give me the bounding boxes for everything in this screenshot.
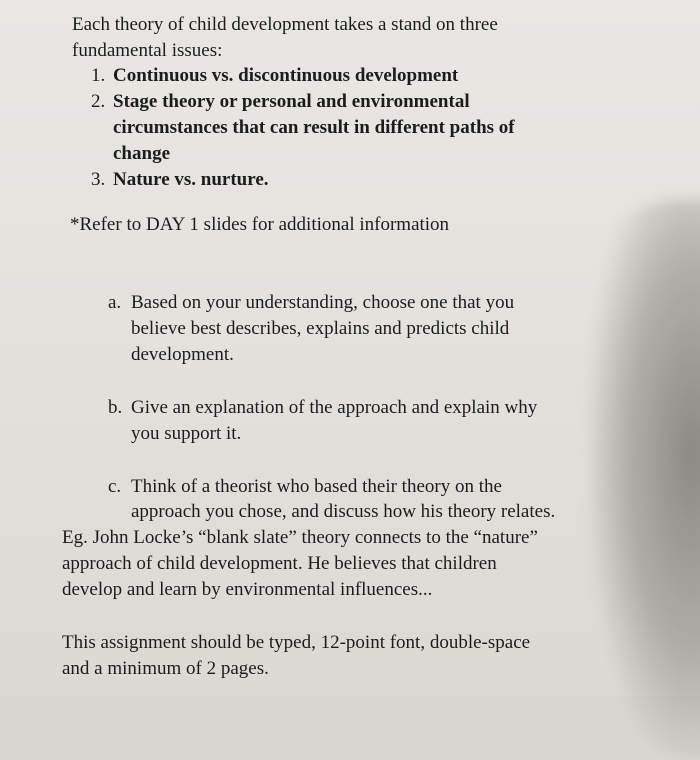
issue-2-line-1: Stage theory or personal and environmental xyxy=(113,91,470,112)
question-a-line-3: development. xyxy=(131,344,234,365)
question-c-line-2: approach you chose, and discuss how his theory relates. xyxy=(131,501,556,522)
question-b-letter: b. xyxy=(108,397,123,418)
issue-number-2: 2. xyxy=(91,91,106,112)
example-line-3: develop and learn by environmental influences... xyxy=(62,579,433,600)
issue-number-1: 1. xyxy=(91,65,106,86)
question-c-letter: c. xyxy=(108,476,122,497)
issue-1-line-1: Continuous vs. discontinuous development xyxy=(113,65,459,86)
question-b-line-2: you support it. xyxy=(131,423,242,444)
intro-line-1: Each theory of child development takes a stand on three xyxy=(72,14,498,35)
example-line-2: approach of child development. He believes that children xyxy=(62,553,497,574)
issue-2-line-3: change xyxy=(113,143,170,164)
issue-3-line-1: Nature vs. nurture. xyxy=(113,169,269,190)
question-c-line-1: Think of a theorist who based their theory on the xyxy=(131,476,502,497)
requirements-line-2: and a minimum of 2 pages. xyxy=(62,658,269,679)
issue-number-3: 3. xyxy=(91,169,106,190)
slides-note: *Refer to DAY 1 slides for additional information xyxy=(70,214,450,235)
issue-2-line-2: circumstances that can result in different paths of xyxy=(113,117,515,138)
question-a-line-2: believe best describes, explains and predicts child xyxy=(131,318,510,339)
question-a-letter: a. xyxy=(108,292,122,313)
requirements-line-1: This assignment should be typed, 12-point font, double-space xyxy=(62,632,531,653)
example-line-1: Eg. John Locke’s “blank slate” theory connects to the “nature” xyxy=(62,527,538,548)
intro-line-2: fundamental issues: xyxy=(72,40,223,61)
question-b-line-1: Give an explanation of the approach and explain why xyxy=(131,397,538,418)
question-a-line-1: Based on your understanding, choose one that you xyxy=(131,292,515,313)
